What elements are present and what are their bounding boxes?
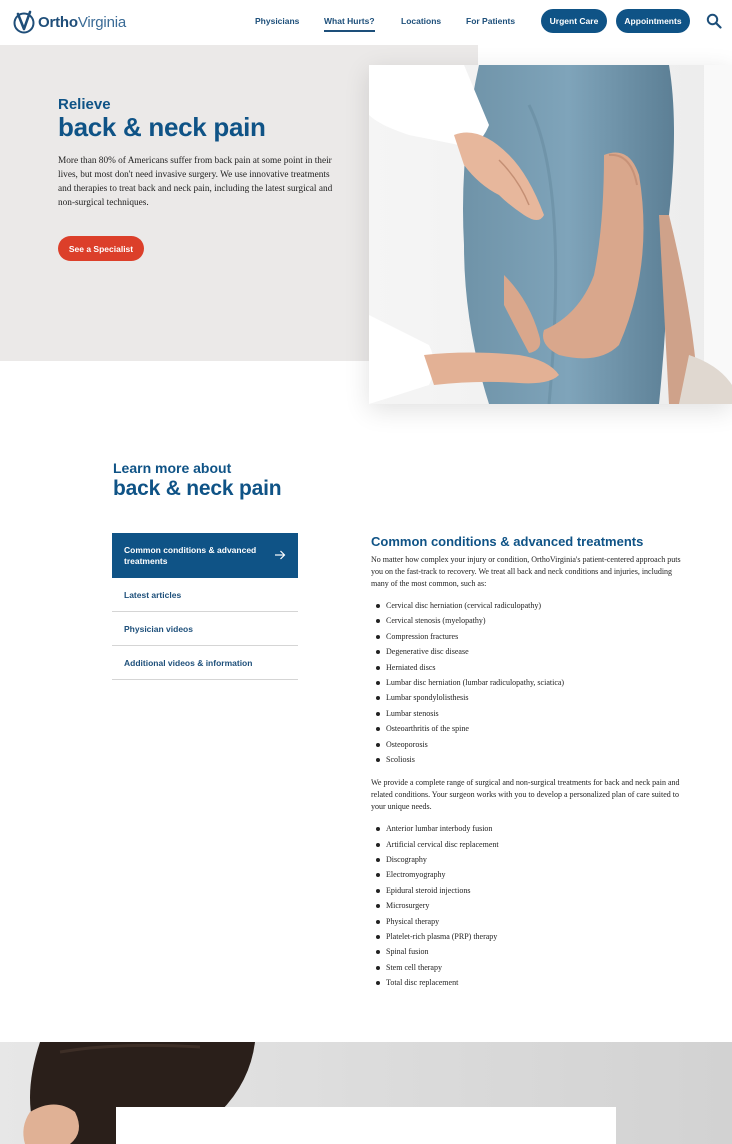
tab-content	[371, 533, 681, 993]
list-item: Lumbar disc herniation (lumbar radiculopathy, sciatica)	[371, 677, 681, 692]
list-item: Artificial cervical disc replacement	[371, 839, 681, 854]
nav-what-hurts[interactable]: What Hurts?	[324, 16, 375, 26]
list-item: Anterior lumbar interbody fusion	[371, 823, 681, 838]
nav-physicians[interactable]: Physicians	[255, 16, 300, 26]
list-item: Electromyography	[371, 869, 681, 884]
list-item: Cervical disc herniation (cervical radiculopathy)	[371, 600, 681, 615]
content-intro: No matter how complex your injury or condition, OrthoVirginia's patient-centered approach puts you on the fast-track to recovery. We treat all back and neck conditions and injuries, including many of the most common, such as:	[371, 555, 681, 588]
list-item: Lumbar spondylolisthesis	[371, 692, 681, 707]
hero-photo	[369, 65, 732, 404]
search-icon[interactable]	[706, 13, 722, 29]
learn-kicker: Learn more about	[113, 460, 232, 476]
hero-kicker: Relieve	[58, 96, 111, 113]
logo-mark-icon	[12, 10, 36, 34]
topic-tabs	[112, 533, 298, 680]
tab-additional-videos[interactable]	[112, 646, 298, 680]
list-item: Epidural steroid injections	[371, 885, 681, 900]
treatments-intro: We provide a complete range of surgical and non-surgical treatments for back and neck pain and related conditions. Your surgeon works with you to develop a personalized plan of care suited to your unique needs.	[371, 778, 680, 812]
list-item: Degenerative disc disease	[371, 646, 681, 661]
tab-label: Physician videos	[124, 623, 193, 634]
urgent-care-button[interactable]: Urgent Care	[541, 9, 607, 33]
list-item: Osteoporosis	[371, 739, 681, 754]
list-item: Osteoarthritis of the spine	[371, 723, 681, 738]
hero-title: back & neck pain	[58, 112, 266, 142]
treatments-list	[371, 823, 681, 992]
list-item: Cervical stenosis (myelopathy)	[371, 615, 681, 630]
tab-label: Latest articles	[124, 589, 182, 600]
hero-description: More than 80% of Americans suffer from back pain at some point in their lives, but most don't need invasive surgery. We use innovative treatments and therapies to treat back and neck pain, including the latest surgical and non-surgical techniques.	[58, 156, 333, 208]
tab-label: Common conditions & advanced treatments	[124, 544, 257, 566]
tab-label: Additional videos & information	[124, 657, 253, 668]
list-item: Lumbar stenosis	[371, 708, 681, 723]
nav-locations[interactable]: Locations	[401, 16, 442, 26]
arrow-right-icon	[274, 549, 286, 561]
bottom-card	[116, 1107, 616, 1144]
list-item: Physical therapy	[371, 916, 681, 931]
list-item: Scoliosis	[371, 754, 681, 769]
tab-common-conditions[interactable]	[112, 533, 298, 578]
list-item: Compression fractures	[371, 631, 681, 646]
tab-physician-videos[interactable]	[112, 612, 298, 646]
list-item: Discography	[371, 854, 681, 869]
tab-latest-articles[interactable]	[112, 578, 298, 612]
learn-title: back & neck pain	[113, 477, 282, 500]
content-heading: Common conditions & advanced treatments	[371, 534, 644, 549]
conditions-list	[371, 600, 681, 769]
orthovirginia-logo[interactable]	[12, 8, 126, 36]
doctor-examining-back-illustration	[369, 65, 732, 404]
see-a-specialist-button[interactable]: See a Specialist	[58, 236, 144, 261]
list-item: Microsurgery	[371, 900, 681, 915]
list-item: Herniated discs	[371, 662, 681, 677]
list-item: Stem cell therapy	[371, 962, 681, 977]
appointments-button[interactable]: Appointments	[616, 9, 690, 33]
nav-for-patients[interactable]: For Patients	[466, 16, 516, 26]
list-item: Spinal fusion	[371, 946, 681, 961]
logo-text: OrthoVirginia	[38, 13, 126, 31]
site-header	[0, 0, 732, 44]
list-item: Platelet-rich plasma (PRP) therapy	[371, 931, 681, 946]
list-item: Total disc replacement	[371, 977, 681, 992]
